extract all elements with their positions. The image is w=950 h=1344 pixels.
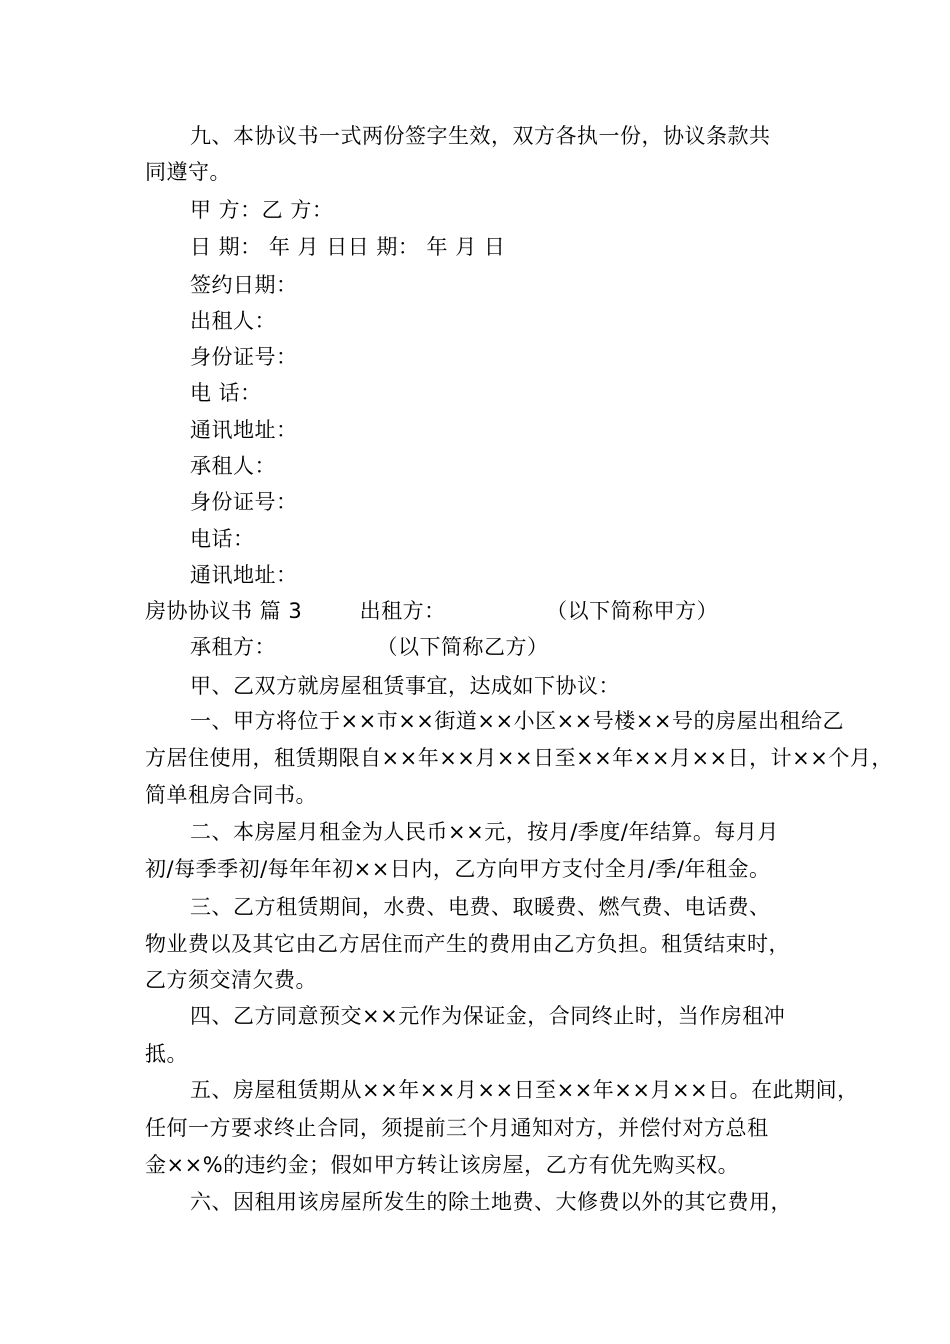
signature-parties: 甲 方：乙 方： [190, 198, 334, 222]
lessee-party-line: 承租方： （以下简称乙方） [190, 635, 549, 659]
agreement-intro: 甲、乙双方就房屋租赁事宜，达成如下协议： [190, 674, 620, 698]
clause-nine-line-2: 同遵守。 [145, 160, 231, 184]
lessor-id-label: 身份证号： [190, 345, 298, 369]
clause-six-line-1: 六、因租用该房屋所发生的除土地费、大修费以外的其它费用， [190, 1190, 792, 1214]
clause-two-line-1: 二、本房屋月租金为人民币××元，按月/季度/年结算。每月月 [190, 820, 779, 844]
clause-three-line-1: 三、乙方租赁期间，水费、电费、取暖费、燃气费、电话费、 [190, 895, 771, 919]
lessee-label: 承租人： [190, 454, 276, 478]
clause-five-line-3: 金××%的违约金；假如甲方转让该房屋，乙方有优先购买权。 [145, 1153, 740, 1177]
clause-three-line-2: 物业费以及其它由乙方居住而产生的费用由乙方负担。租赁结束时， [145, 932, 790, 956]
lessee-id-label: 身份证号： [190, 490, 298, 514]
lessor-phone-label: 电 话： [190, 381, 262, 405]
signature-dates: 日 期： 年 月 日日 期： 年 月 日 [190, 235, 506, 259]
lessee-phone-label: 电话： [190, 527, 255, 551]
clause-five-line-2: 任何一方要求终止合同，须提前三个月通知对方，并偿付对方总租 [145, 1116, 769, 1140]
clause-three-line-3: 乙方须交清欠费。 [145, 968, 317, 992]
clause-nine-line-1: 九、本协议书一式两份签字生效，双方各执一份，协议条款共 [190, 124, 771, 148]
clause-four-line-1: 四、乙方同意预交××元作为保证金，合同终止时，当作房租冲 [190, 1004, 786, 1028]
clause-four-line-2: 抵。 [145, 1042, 188, 1066]
lessor-address-label: 通讯地址： [190, 418, 298, 442]
clause-two-line-2: 初/每季季初/每年年初××日内，乙方向甲方支付全月/季/年租金。 [145, 857, 771, 881]
clause-one-line-1: 一、甲方将位于××市××街道××小区××号楼××号的房屋出租给乙 [190, 709, 844, 733]
signing-date-label: 签约日期： [190, 273, 298, 297]
lessee-address-label: 通讯地址： [190, 563, 298, 587]
section-three-heading: 房协协议书 篇 3 出租方： （以下简称甲方） [145, 599, 719, 623]
clause-one-line-3: 简单租房合同书。 [145, 783, 317, 807]
lessor-label: 出租人： [190, 309, 276, 333]
clause-one-line-2: 方居住使用，租赁期限自××年××月××日至××年××月××日，计××个月， [145, 746, 893, 770]
clause-five-line-1: 五、房屋租赁期从××年××月××日至××年××月××日。在此期间， [190, 1078, 859, 1102]
